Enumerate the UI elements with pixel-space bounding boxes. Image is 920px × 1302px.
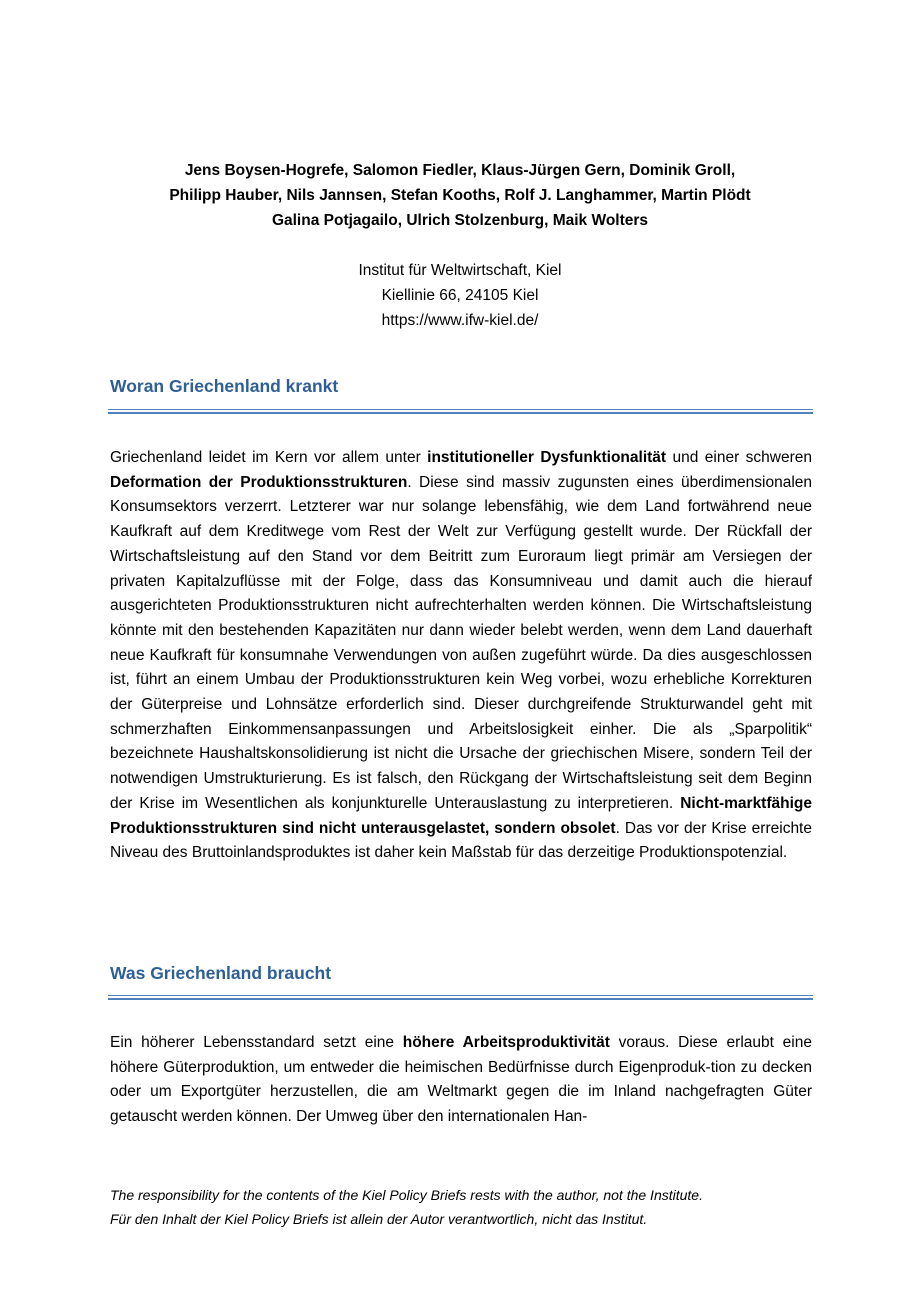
section-rule (108, 409, 813, 414)
bold-text: institutioneller Dysfunktionalität (427, 449, 667, 466)
text-run: Ein höherer Lebensstandard setzt eine (110, 1034, 403, 1051)
text-run: und einer schweren (666, 449, 812, 466)
section-heading: Was Griechenland braucht (110, 963, 332, 983)
bold-text: höhere Arbeitsproduktivität (402, 1034, 610, 1051)
text-run: . Das vor der Krise erreichte Niveau des Bruttoinlandsproduktes ist daher kein Maßstab für das derzeitige Produktionspotenzial. (110, 819, 812, 862)
institute-address: Kiellinie 66, 24105 Kiel (381, 287, 539, 304)
text-run: Griechenland leidet im Kern vor allem unter (110, 449, 428, 466)
affiliation (110, 258, 810, 333)
text-run: voraus. Diese erlaubt eine höhere Güterproduktion, um entweder die heimischen Bedürfnisse durch Eigenproduk-tion zu decken oder um Exportgüter herzustellen, die am Weltmarkt gegen die im Inland nachgefragten Güter getauscht werden können. Der Umweg über den internationalen Han- (110, 1034, 812, 1126)
body-paragraph (110, 446, 812, 866)
author-line: Philipp Hauber, Nils Jannsen, Stefan Kooths, Rolf J. Langhammer, Martin Plödt (169, 187, 751, 204)
bold-text: Nicht-marktfähige Produktionsstrukturen sind nicht unterausgelastet, sondern obsolet (110, 794, 812, 837)
text-run: . Diese sind massiv zugunsten eines überdimensionalen Konsumsektors verzerrt. Letzterer war nur solange lebensfähig, wie dem Land fortwährend neue Kaufkraft auf dem Kreditwege vom Rest der Welt zur Verfügung gestellt wurde. Der Rückfall der Wirtschaftsleistung auf den Stand vor dem Beitritt zum Euroraum liegt primär am Versiegen der privaten Kapitalzuflüsse mit der Folge, dass das Konsumniveau und damit auch die hierauf ausgerichteten Produktionsstrukturen nicht aufrechterhalten werden können. Die Wirtschaftsleistung könnte mit den bestehenden Kapazitäten nur dann wieder belebt werden, wenn dem Land dauerhaft neue Kaufkraft für konsumnahe Verwendungen von außen zugeführt würde. Da dies ausgeschlossen ist, führt an einem Umbau der Produktionsstrukturen kein Weg vorbei, wozu erhebliche Korrekturen der Güterpreise und Lohnsätze erforderlich sind. Dieser durchgreifende Strukturwandel geht mit schmerzhaften Einkommensanpassungen und Arbeitslosigkeit einher. Die als „Sparpolitik“ bezeichnete Haushaltskonsolidierung ist nicht die Ursache der griechischen Misere, sondern Teil der notwendigen Umstrukturierung. Es ist falsch, den Rückgang der Wirtschaftsleistung seit dem Beginn der Krise im Wesentlichen als konjunkturelle Unterauslastung zu interpretieren. (110, 473, 813, 812)
author-line: Jens Boysen-Hogrefe, Salomon Fiedler, Klaus-Jürgen Gern, Dominik Groll, (184, 162, 736, 179)
institute-url[interactable]: https://www.ifw-kiel.de/ (381, 312, 539, 329)
author-line: Galina Potjagailo, Ulrich Stolzenburg, Maik Wolters (271, 212, 649, 229)
footer-disclaimer (110, 1183, 703, 1231)
bold-text: Deformation der Produktionsstrukturen (110, 473, 408, 491)
section-rule (108, 995, 813, 1000)
body-paragraph (110, 1031, 812, 1130)
disclaimer-english: The responsibility for the contents of the Kiel Policy Briefs rests with the author, not the Institute. (110, 1187, 703, 1203)
institute-name: Institut für Weltwirtschaft, Kiel (358, 262, 562, 279)
disclaimer-german: Für den Inhalt der Kiel Policy Briefs ist allein der Autor verantwortlich, nicht das Institut. (110, 1211, 648, 1227)
author-list (110, 158, 810, 233)
section-heading: Woran Griechenland krankt (110, 376, 339, 396)
